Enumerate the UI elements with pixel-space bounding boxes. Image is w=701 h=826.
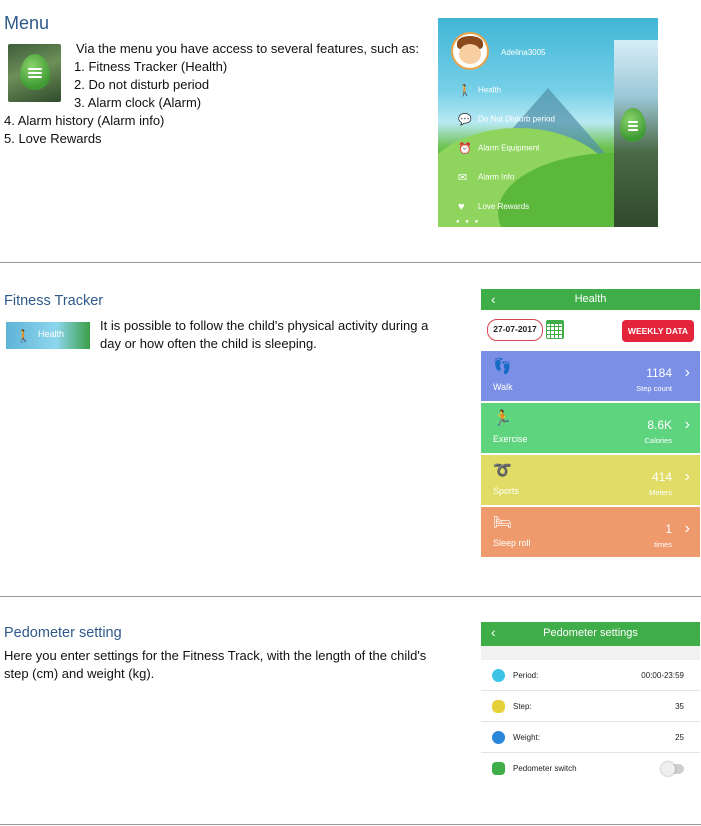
card-unit: Meters <box>649 488 672 497</box>
pedometer-switch[interactable] <box>662 764 684 774</box>
card-unit: times <box>654 540 672 549</box>
clock-icon <box>492 669 505 682</box>
exercise-card[interactable] <box>481 403 700 453</box>
pedometer-text-line1: Here you enter settings for the Fitness Track, with the length of the child's <box>4 648 427 663</box>
chevron-right-icon: › <box>684 416 690 433</box>
menu-item-3: 3. Alarm clock (Alarm) <box>74 95 202 110</box>
health-title: Health <box>574 293 607 305</box>
health-header <box>481 289 700 310</box>
pedometer-text-line2: step (cm) and weight (kg). <box>4 666 155 681</box>
username: Adelina3005 <box>501 48 546 57</box>
menu-item-4: 4. Alarm history (Alarm info) <box>4 113 165 128</box>
row-value: 00:00-23:59 <box>641 671 684 680</box>
menu-intro: Via the menu you have access to several features, such as: <box>76 41 420 56</box>
person-icon: 🚶 <box>16 329 31 343</box>
card-label: Sports <box>493 486 520 496</box>
sleep-card[interactable] <box>481 507 700 557</box>
calendar-icon[interactable] <box>546 320 564 339</box>
menu-entry-love-rewards[interactable]: ♥ Love Rewards <box>458 201 530 213</box>
health-thumbnail <box>6 322 90 349</box>
card-label: Sleep roll <box>493 538 531 548</box>
map-preview[interactable] <box>614 40 658 227</box>
health-thumb-label: Health <box>38 329 65 339</box>
envelope-icon: ✉ <box>458 172 468 184</box>
toggle-icon <box>492 762 505 775</box>
footprints-icon: 👣 <box>493 358 512 375</box>
card-value: 8.6K <box>647 418 672 432</box>
chat-icon: 💬 <box>458 114 472 126</box>
alarm-clock-icon: ⏰ <box>458 143 472 155</box>
step-row[interactable] <box>481 691 700 722</box>
menu-entry-health[interactable]: 🚶 Health <box>458 85 502 97</box>
app-icon-thumbnail <box>8 44 61 102</box>
heart-icon: ♥ <box>458 201 465 213</box>
pedometer-header <box>481 622 700 646</box>
date-selector[interactable]: 27-07-2017 <box>487 319 543 341</box>
pedometer-title: Pedometer settings <box>543 627 638 639</box>
health-screenshot <box>481 289 700 557</box>
card-value: 1184 <box>646 366 672 380</box>
menu-entry-alarm[interactable]: ⏰ Alarm Equipment <box>458 143 540 155</box>
row-value: 25 <box>675 733 684 742</box>
menu-entry-dnd[interactable]: 💬 Do Not Disturb period <box>458 114 555 126</box>
back-chevron-icon[interactable]: ‹ <box>491 624 496 640</box>
period-row[interactable] <box>481 660 700 691</box>
page-dots: ● ● ● <box>456 219 481 225</box>
menu-item-2: 2. Do not disturb period <box>74 77 210 92</box>
chevron-right-icon: › <box>684 520 690 537</box>
row-label: Weight: <box>513 733 540 742</box>
menu-item-5: 5. Love Rewards <box>4 131 102 146</box>
info-icon <box>492 731 505 744</box>
bed-icon: 🛏 <box>493 514 513 531</box>
sports-card[interactable] <box>481 455 700 505</box>
menu-entry-alarm-info[interactable]: ✉ Alarm Info <box>458 172 515 184</box>
fitness-text-line1: It is possible to follow the child's physical activity during a <box>100 318 429 333</box>
row-label: Period: <box>513 671 539 680</box>
weekly-data-button[interactable]: WEEKLY DATA <box>622 320 694 342</box>
walk-card[interactable] <box>481 351 700 401</box>
card-value: 414 <box>651 470 672 484</box>
card-unit: Step count <box>636 384 672 393</box>
row-label: Pedometer switch <box>513 764 577 773</box>
menu-icon <box>28 68 42 78</box>
fitness-text-line2: day or how often the child is sleeping. <box>100 336 317 351</box>
section-divider <box>0 262 701 263</box>
chevron-right-icon: › <box>684 468 690 485</box>
row-value: 35 <box>675 702 684 711</box>
row-label: Step: <box>513 702 532 711</box>
pedometer-switch-row <box>481 753 700 783</box>
fitness-heading: Fitness Tracker <box>4 293 104 309</box>
back-chevron-icon[interactable]: ‹ <box>491 291 496 307</box>
avatar[interactable] <box>451 32 489 70</box>
chevron-right-icon: › <box>684 364 690 381</box>
menu-screenshot <box>438 18 658 227</box>
pedometer-heading: Pedometer setting <box>4 625 122 641</box>
weight-row[interactable] <box>481 722 700 753</box>
card-value: 1 <box>665 522 672 536</box>
menu-icon <box>628 121 638 133</box>
menu-heading: Menu <box>4 13 50 33</box>
card-label: Exercise <box>493 434 528 444</box>
section-divider <box>0 824 701 825</box>
section-divider <box>0 596 701 597</box>
pedometer-screenshot <box>481 622 700 783</box>
person-icon: 🚶 <box>458 85 472 97</box>
card-unit: Calories <box>644 436 672 445</box>
menu-item-1: 1. Fitness Tracker (Health) <box>74 59 228 74</box>
route-icon: ➰ <box>493 462 512 479</box>
card-label: Walk <box>493 382 513 392</box>
footprints-icon <box>492 700 505 713</box>
running-icon: 🏃 <box>493 410 512 427</box>
